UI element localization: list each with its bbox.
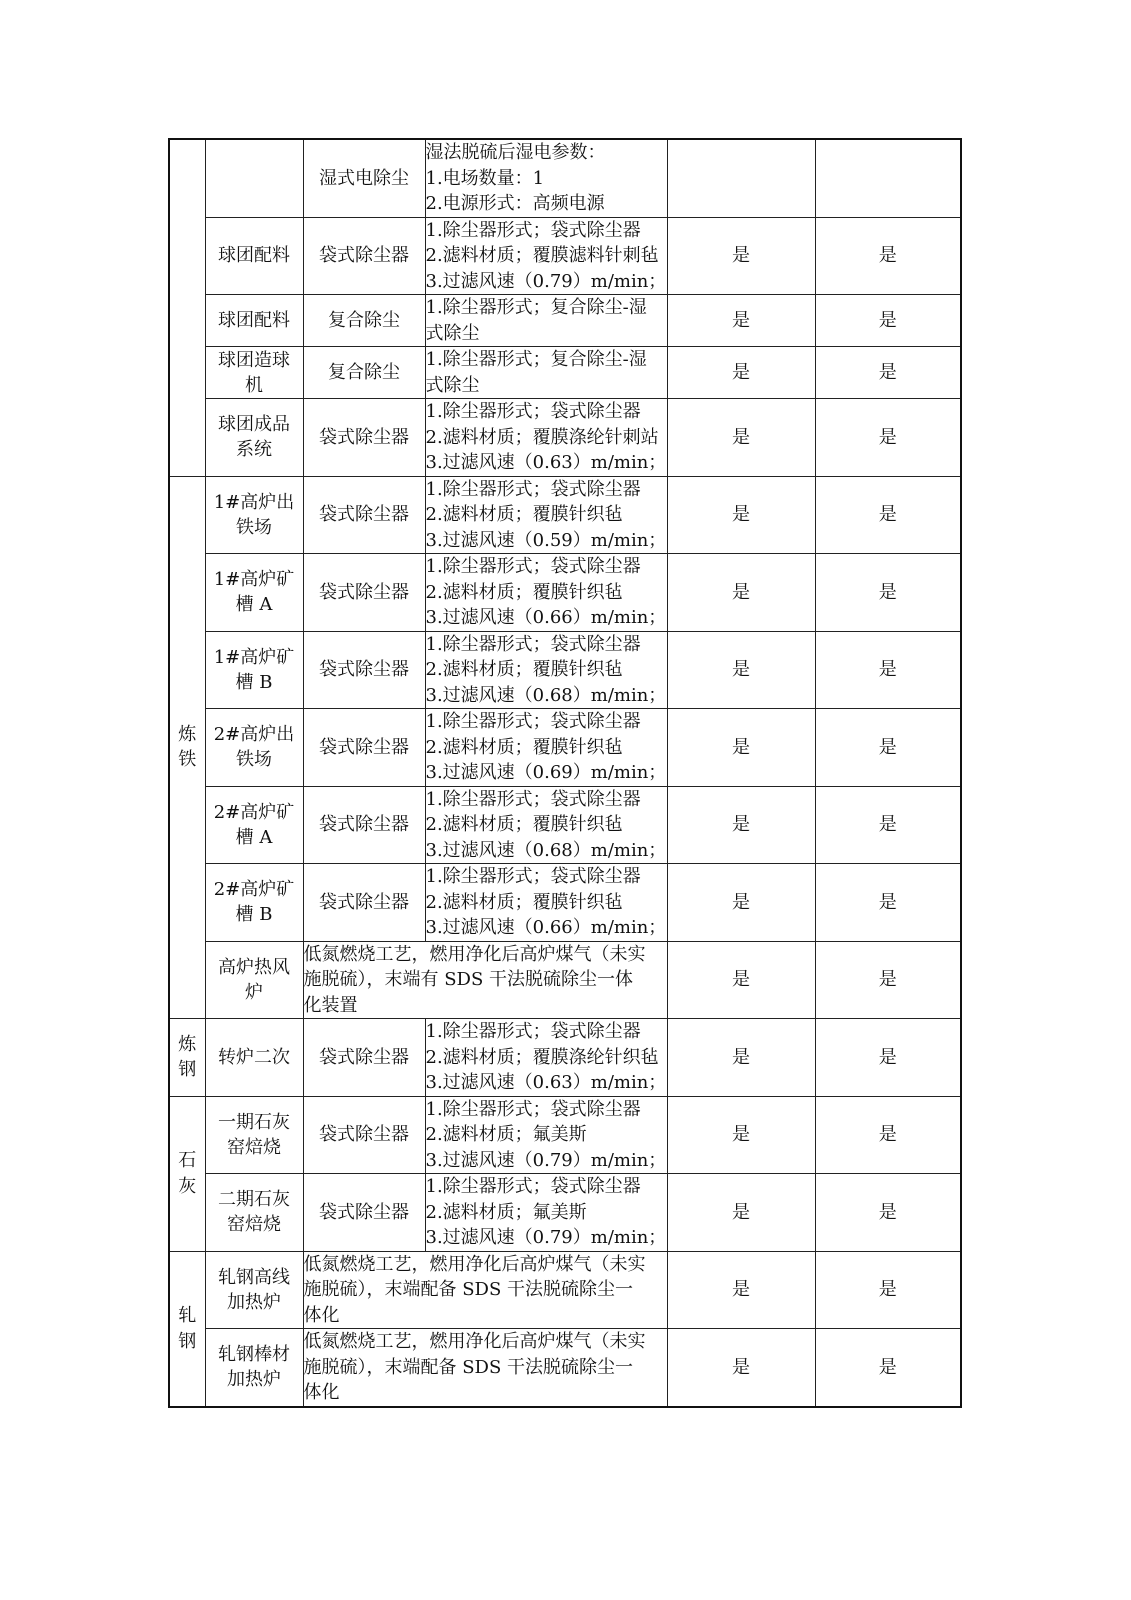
- table-row: [169, 295, 961, 347]
- unit-cell: [205, 941, 303, 1019]
- compliance-cell-b: [815, 1174, 961, 1252]
- unit-label: 二期石灰窑焙烧: [218, 1189, 290, 1236]
- parameter-line: 1.除尘器形式；袋式除尘器: [425, 478, 641, 500]
- parameter-line: 2.滤料材质；氟美斯: [425, 1201, 587, 1223]
- unit-cell: [205, 554, 303, 632]
- process-description-cell: [303, 1251, 667, 1329]
- parameter-line: 3.过滤风速（0.69）m/min；: [425, 762, 667, 783]
- parameter-cell: [425, 864, 667, 942]
- category-char: 钢: [178, 1330, 197, 1352]
- parameter-cell: [425, 1174, 667, 1252]
- collector-type-label: 袋式除尘器: [319, 659, 409, 680]
- compliance-value: 是: [732, 581, 750, 603]
- unit-label: 1#高炉出铁场: [213, 491, 295, 538]
- process-description-cell: [303, 1329, 667, 1407]
- parameter-line: 3.过滤风速（0.59）m/min；: [425, 529, 667, 551]
- parameter-line: 式除尘: [425, 374, 480, 396]
- compliance-value: 是: [732, 504, 750, 525]
- compliance-cell-a: [667, 631, 815, 709]
- compliance-cell-a: [667, 709, 815, 787]
- description-line: 施脱硫），末端配备 SDS 干法脱硫除尘一: [303, 1279, 634, 1300]
- compliance-cell-b: [815, 399, 961, 477]
- collector-type-label: 袋式除尘器: [319, 891, 409, 913]
- compliance-value: 是: [732, 1356, 750, 1378]
- parameter-line: 3.过滤风速（0.79）m/min；: [425, 1227, 667, 1248]
- compliance-cell-a: [667, 1096, 815, 1174]
- parameter-cell: [425, 347, 667, 399]
- compliance-cell-a: [667, 864, 815, 942]
- compliance-cell-a: [667, 476, 815, 554]
- compliance-value: 是: [732, 309, 750, 331]
- parameter-cell: [425, 631, 667, 709]
- unit-cell: [205, 217, 303, 295]
- unit-cell: [205, 1174, 303, 1252]
- compliance-cell-a: [667, 554, 815, 632]
- parameter-line: 1.除尘器形式；袋式除尘器: [425, 1098, 641, 1120]
- description-line: 低氮燃烧工艺，燃用净化后高炉煤气（未实: [303, 1253, 646, 1275]
- compliance-value: 是: [878, 309, 897, 331]
- compliance-value: 是: [732, 891, 750, 913]
- unit-label: 2#高炉矿槽 B: [213, 879, 295, 926]
- compliance-value: 是: [732, 245, 750, 266]
- parameter-cell: [425, 476, 667, 554]
- table-row: [169, 554, 961, 632]
- parameter-line: 1.除尘器形式；袋式除尘器: [425, 1176, 641, 1197]
- parameter-line: 3.过滤风速（0.68）m/min；: [425, 684, 667, 706]
- parameter-cell: [425, 295, 667, 347]
- unit-label: 一期石灰窑焙烧: [218, 1111, 290, 1158]
- category-char: 炼: [178, 723, 197, 745]
- compliance-value: 是: [878, 1046, 897, 1068]
- parameter-cell: [425, 1096, 667, 1174]
- unit-label: 轧钢棒材加热炉: [218, 1344, 290, 1391]
- compliance-value: 是: [878, 426, 897, 448]
- collector-type-label: 袋式除尘器: [319, 1046, 409, 1068]
- collector-type-label: 袋式除尘器: [319, 736, 409, 758]
- parameter-line: 1.除尘器形式；袋式除尘器: [425, 711, 641, 732]
- collector-type-label: 袋式除尘器: [319, 581, 409, 603]
- compliance-cell-b: [815, 631, 961, 709]
- parameter-line: 1.除尘器形式；袋式除尘器: [425, 788, 641, 810]
- table-row: [169, 1174, 961, 1252]
- compliance-value: 是: [732, 814, 750, 835]
- unit-label: 球团成品系统: [218, 414, 290, 461]
- compliance-cell-b: [815, 786, 961, 864]
- parameter-line: 2.滤料材质；氟美斯: [425, 1124, 587, 1145]
- dust-collector-type-cell: [303, 399, 425, 477]
- table-row: [169, 476, 961, 554]
- unit-label: 球团配料: [218, 245, 290, 267]
- compliance-value: 是: [732, 659, 750, 680]
- description-line: 低氮燃烧工艺，燃用净化后高炉煤气（未实: [303, 943, 646, 965]
- collector-type-label: 袋式除尘器: [319, 426, 409, 448]
- parameter-line: 2.滤料材质；覆膜滤料针刺毡: [425, 245, 659, 266]
- unit-cell: [205, 1019, 303, 1097]
- compliance-cell-a: [667, 941, 815, 1019]
- dust-collector-type-cell: [303, 1019, 425, 1097]
- parameter-cell: [425, 786, 667, 864]
- unit-label: 球团配料: [218, 310, 290, 331]
- table-row: [169, 864, 961, 942]
- parameter-line: 1.除尘器形式；袋式除尘器: [425, 866, 641, 887]
- parameter-line: 3.过滤风速（0.66）m/min；: [425, 607, 667, 628]
- unit-label: 2#高炉出铁场: [213, 724, 295, 771]
- unit-cell: [205, 295, 303, 347]
- compliance-cell-a: [667, 1329, 815, 1407]
- parameter-line: 1.除尘器形式；袋式除尘器: [425, 219, 641, 241]
- collector-type-label: 袋式除尘器: [319, 1201, 409, 1223]
- compliance-value: 是: [878, 245, 897, 266]
- parameter-line: 1.除尘器形式；袋式除尘器: [425, 401, 641, 422]
- compliance-cell-b: [815, 554, 961, 632]
- parameter-cell: [425, 217, 667, 295]
- collector-type-label: 复合除尘: [328, 309, 400, 331]
- description-line: 化装置: [303, 994, 358, 1016]
- compliance-value: 是: [732, 1279, 750, 1300]
- category-char: 钢: [178, 1059, 197, 1081]
- table-row: [169, 1019, 961, 1097]
- category-char: 轧: [178, 1305, 197, 1326]
- parameter-line: 2.滤料材质；覆膜涤纶针织毡: [425, 1046, 659, 1068]
- category-char: 铁: [178, 749, 197, 771]
- parameter-line: 1.除尘器形式；袋式除尘器: [425, 633, 641, 655]
- compliance-value: 是: [732, 1201, 750, 1223]
- unit-cell: [205, 139, 303, 217]
- unit-cell: [205, 347, 303, 399]
- compliance-value: 是: [878, 814, 897, 835]
- emission-control-table: [168, 138, 962, 1408]
- compliance-value: 是: [878, 659, 897, 680]
- collector-type-label: 复合除尘: [328, 361, 400, 383]
- compliance-value: 是: [878, 1124, 897, 1145]
- parameter-cell: [425, 399, 667, 477]
- compliance-value: 是: [878, 581, 897, 603]
- process-description-cell: [303, 941, 667, 1019]
- compliance-value: 是: [878, 1279, 897, 1300]
- parameter-line: 式除尘: [425, 322, 480, 344]
- table-row: [169, 786, 961, 864]
- parameter-line: 3.过滤风速（0.66）m/min；: [425, 917, 667, 938]
- dust-collector-type-cell: [303, 476, 425, 554]
- table-row: [169, 709, 961, 787]
- unit-cell: [205, 1251, 303, 1329]
- compliance-cell-a: [667, 1019, 815, 1097]
- parameter-line: 3.过滤风速（0.63）m/min；: [425, 452, 667, 473]
- unit-cell: [205, 864, 303, 942]
- parameter-cell: [425, 709, 667, 787]
- unit-label: 轧钢高线加热炉: [218, 1266, 290, 1313]
- description-line: 施脱硫），末端配备 SDS 干法脱硫除尘一: [303, 1356, 634, 1378]
- compliance-value: 是: [878, 736, 897, 758]
- table-row: [169, 347, 961, 399]
- table-row: [169, 139, 961, 217]
- dust-collector-type-cell: [303, 295, 425, 347]
- category-cell: [169, 1019, 205, 1097]
- unit-label: 转炉二次: [218, 1046, 290, 1068]
- parameter-line: 1.除尘器形式；复合除尘-湿: [425, 349, 647, 370]
- unit-label: 高炉热风炉: [218, 956, 290, 1003]
- collector-type-label: 袋式除尘器: [319, 814, 409, 835]
- compliance-cell-a: [667, 217, 815, 295]
- unit-cell: [205, 399, 303, 477]
- compliance-value: 是: [878, 361, 897, 383]
- table-row: [169, 1329, 961, 1407]
- dust-collector-type-cell: [303, 217, 425, 295]
- parameter-line: 3.过滤风速（0.63）m/min；: [425, 1072, 667, 1093]
- category-cell: [169, 1096, 205, 1251]
- compliance-value: 是: [732, 969, 750, 990]
- description-line: 体化: [303, 1382, 340, 1403]
- compliance-cell-b: [815, 139, 961, 217]
- dust-collector-type-cell: [303, 139, 425, 217]
- compliance-value: 是: [878, 1201, 897, 1223]
- table-row: [169, 1251, 961, 1329]
- table-row: [169, 631, 961, 709]
- parameter-line: 湿法脱硫后湿电参数：: [425, 142, 606, 163]
- category-char: 炼: [178, 1033, 197, 1055]
- unit-cell: [205, 1329, 303, 1407]
- parameter-line: 2.滤料材质；覆膜针织毡: [425, 581, 623, 603]
- collector-type-label: 袋式除尘器: [319, 1124, 409, 1145]
- compliance-cell-b: [815, 709, 961, 787]
- category-char: 石: [178, 1150, 197, 1171]
- compliance-value: 是: [878, 504, 897, 525]
- category-cell: [169, 1251, 205, 1407]
- compliance-value: 是: [732, 736, 750, 758]
- compliance-cell-a: [667, 786, 815, 864]
- compliance-cell-b: [815, 941, 961, 1019]
- collector-type-label: 湿式电除尘: [319, 167, 409, 189]
- compliance-value: 是: [878, 891, 897, 913]
- dust-collector-type-cell: [303, 1096, 425, 1174]
- compliance-value: 是: [878, 969, 897, 990]
- parameter-cell: [425, 554, 667, 632]
- compliance-cell-b: [815, 295, 961, 347]
- unit-cell: [205, 631, 303, 709]
- parameter-line: 3.过滤风速（0.79）m/min；: [425, 1149, 667, 1171]
- compliance-cell-b: [815, 1096, 961, 1174]
- unit-label: 1#高炉矿槽 A: [213, 569, 295, 616]
- compliance-cell-b: [815, 217, 961, 295]
- description-line: 体化: [303, 1304, 340, 1326]
- unit-label: 2#高炉矿槽 A: [213, 801, 295, 848]
- parameter-line: 2.滤料材质；覆膜针织毡: [425, 891, 623, 913]
- parameter-line: 3.过滤风速（0.79）m/min；: [425, 270, 667, 292]
- compliance-value: 是: [732, 361, 750, 383]
- table-row: [169, 1096, 961, 1174]
- category-cell: [169, 476, 205, 1019]
- compliance-value: 是: [732, 426, 750, 448]
- collector-type-label: 袋式除尘器: [319, 504, 409, 525]
- unit-cell: [205, 709, 303, 787]
- parameter-line: 2.滤料材质；覆膜涤纶针刺站: [425, 426, 659, 448]
- unit-cell: [205, 786, 303, 864]
- compliance-value: 是: [732, 1124, 750, 1145]
- compliance-cell-a: [667, 1174, 815, 1252]
- parameter-line: 1.电场数量：1: [425, 167, 545, 189]
- parameter-line: 2.滤料材质；覆膜针织毡: [425, 814, 623, 835]
- dust-collector-type-cell: [303, 786, 425, 864]
- compliance-cell-b: [815, 1019, 961, 1097]
- parameter-line: 1.除尘器形式；复合除尘-湿: [425, 297, 647, 318]
- compliance-value: 是: [732, 1046, 750, 1068]
- parameter-line: 1.除尘器形式；袋式除尘器: [425, 1021, 641, 1042]
- parameter-line: 2.电源形式：高频电源: [425, 193, 605, 214]
- unit-cell: [205, 476, 303, 554]
- unit-label: 1#高炉矿槽 B: [213, 646, 295, 693]
- dust-collector-type-cell: [303, 864, 425, 942]
- unit-cell: [205, 1096, 303, 1174]
- parameter-cell: [425, 1019, 667, 1097]
- category-char: 灰: [178, 1175, 197, 1197]
- compliance-cell-a: [667, 1251, 815, 1329]
- parameter-line: 1.除尘器形式；袋式除尘器: [425, 556, 641, 577]
- compliance-cell-a: [667, 139, 815, 217]
- dust-collector-type-cell: [303, 709, 425, 787]
- compliance-cell-a: [667, 399, 815, 477]
- description-line: 施脱硫），末端有 SDS 干法脱硫除尘一体: [303, 969, 634, 990]
- description-line: 低氮燃烧工艺，燃用净化后高炉煤气（未实: [303, 1331, 646, 1352]
- collector-type-label: 袋式除尘器: [319, 245, 409, 266]
- compliance-cell-b: [815, 1251, 961, 1329]
- parameter-line: 2.滤料材质；覆膜针织毡: [425, 659, 623, 680]
- compliance-cell-b: [815, 864, 961, 942]
- dust-collector-type-cell: [303, 554, 425, 632]
- parameter-line: 3.过滤风速（0.68）m/min；: [425, 839, 667, 861]
- compliance-value: 是: [878, 1356, 897, 1378]
- compliance-cell-a: [667, 347, 815, 399]
- table-row: [169, 399, 961, 477]
- unit-label: 球团造球机: [218, 349, 290, 396]
- category-cell: [169, 139, 205, 476]
- table-row: [169, 941, 961, 1019]
- parameter-line: 2.滤料材质；覆膜针织毡: [425, 736, 623, 758]
- parameter-line: 2.滤料材质；覆膜针织毡: [425, 504, 623, 525]
- dust-collector-type-cell: [303, 347, 425, 399]
- dust-collector-type-cell: [303, 631, 425, 709]
- compliance-cell-a: [667, 295, 815, 347]
- parameter-cell: [425, 139, 667, 217]
- compliance-cell-b: [815, 347, 961, 399]
- compliance-cell-b: [815, 476, 961, 554]
- dust-collector-type-cell: [303, 1174, 425, 1252]
- compliance-cell-b: [815, 1329, 961, 1407]
- table-row: [169, 217, 961, 295]
